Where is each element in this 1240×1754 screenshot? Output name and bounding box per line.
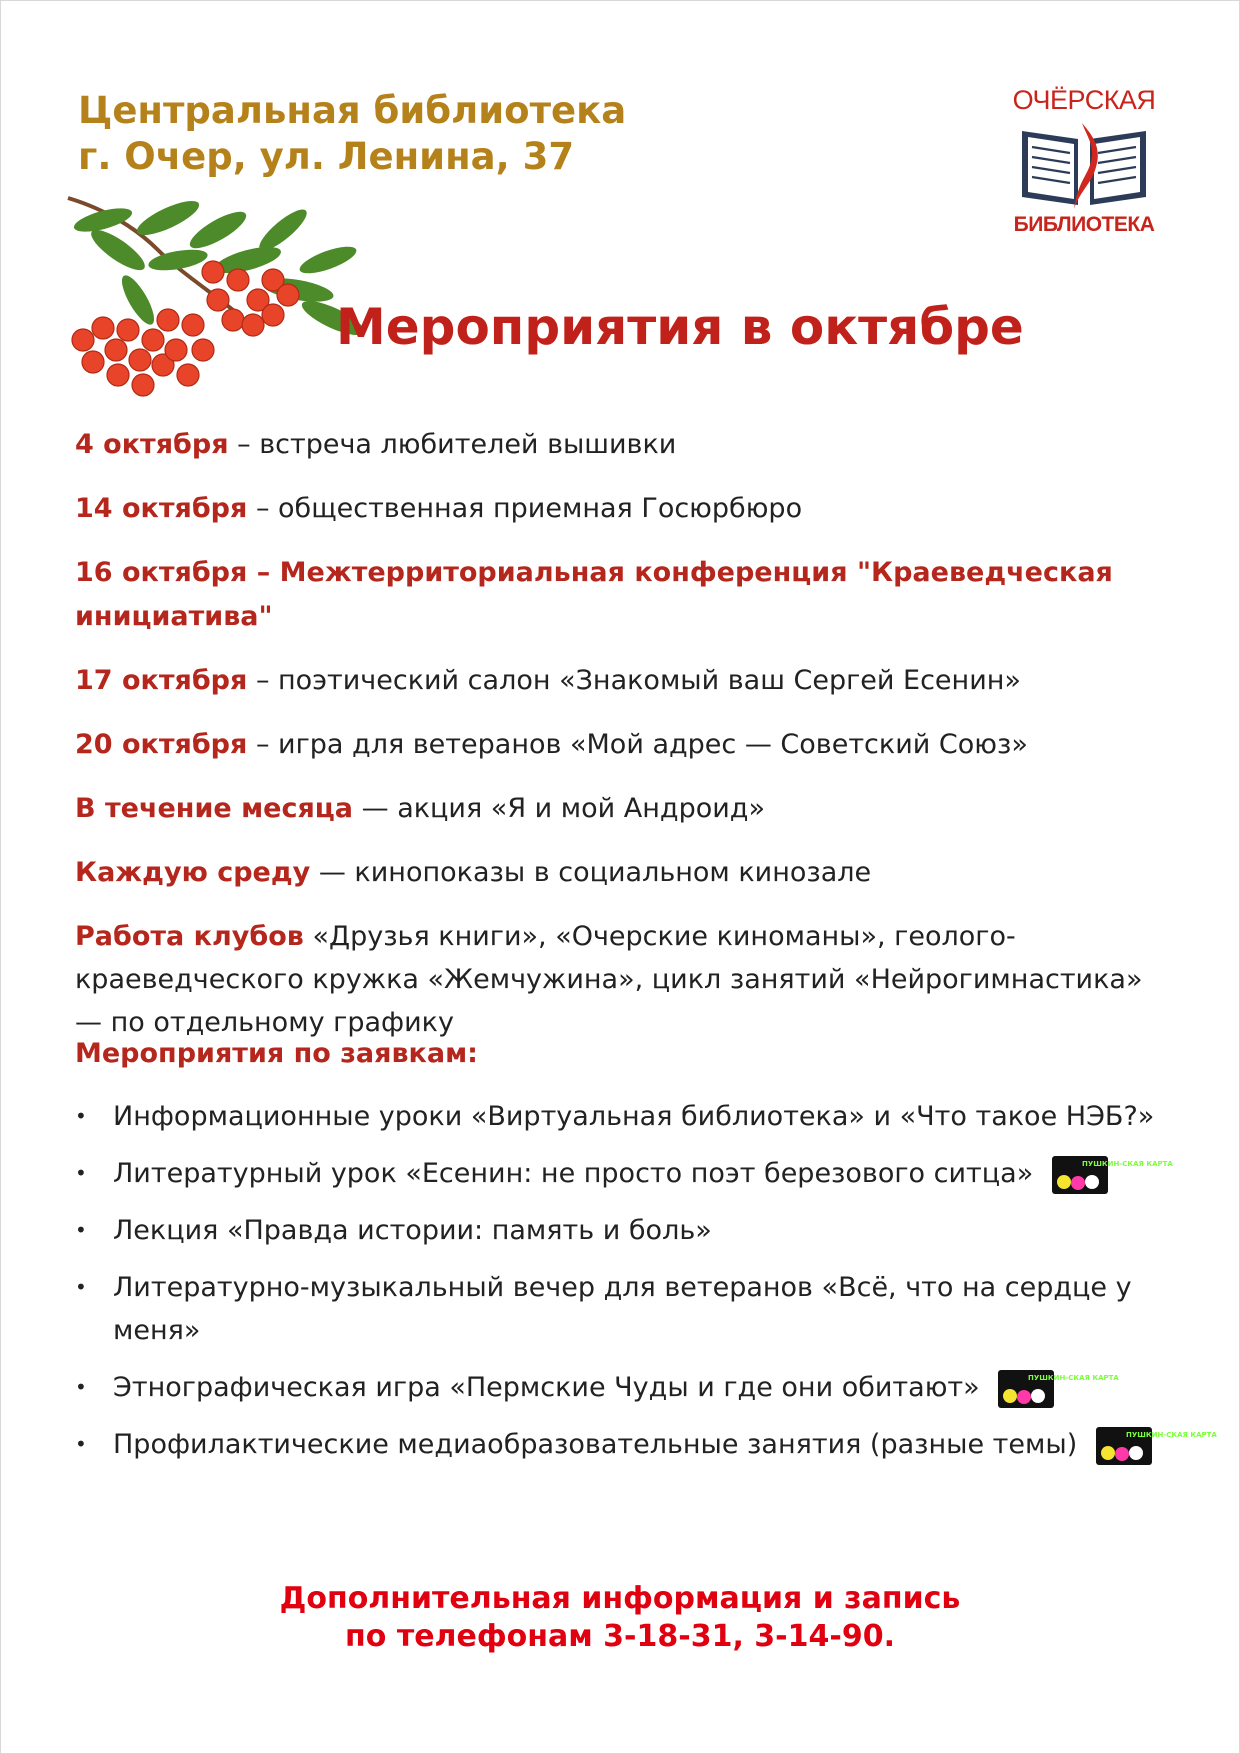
request-text: Литературный урок «Есенин: не просто поэт березового ситца»	[113, 1158, 1034, 1189]
pushkin-card-label: ПУШКИН-СКАЯ КАРТА	[1081, 1159, 1173, 1168]
bullet-icon: •	[75, 1218, 87, 1242]
request-text: Литературно-музыкальный вечер для ветеранов «Всё, что на сердце у меня»	[113, 1272, 1132, 1346]
event-date: 17 октября	[75, 665, 248, 696]
pushkin-card-icon	[998, 1370, 1120, 1408]
pushkin-card-label: ПУШКИН-СКАЯ КАРТА	[1028, 1373, 1120, 1382]
request-text: Лекция «Правда истории: память и боль»	[113, 1215, 712, 1246]
event-description: – поэтический салон «Знакомый ваш Сергей Есенин»	[247, 665, 1021, 696]
event-date: Каждую среду	[75, 857, 311, 888]
request-text: Профилактические медиаобразовательные занятия (разные темы)	[113, 1429, 1078, 1460]
event-date: 16 октября – Межтерриториальная конференция "Краеведческая инициатива"	[75, 557, 1113, 632]
bullet-icon: •	[75, 1375, 87, 1399]
page-title: Мероприятия в октябре	[336, 298, 1024, 356]
event-date: 20 октября	[75, 729, 248, 760]
requests-heading: Мероприятия по заявкам:	[75, 1038, 478, 1069]
event-date: 4 октября	[75, 429, 229, 460]
library-address	[78, 88, 626, 180]
request-text: Этнографическая игра «Пермские Чуды и где они обитают»	[113, 1372, 980, 1403]
address-line-1: Центральная библиотека	[78, 89, 627, 132]
open-book-icon	[1016, 119, 1152, 211]
requests-list	[75, 1095, 1217, 1480]
pushkin-card-icon	[1052, 1156, 1173, 1194]
event-item	[75, 851, 1145, 895]
request-item	[75, 1095, 1185, 1138]
bullet-icon: •	[75, 1161, 87, 1185]
event-description: – встреча любителей вышивки	[228, 429, 677, 460]
logo-top-text: ОЧЁРСКАЯ	[1012, 85, 1156, 115]
pushkin-card-icon	[1096, 1427, 1217, 1465]
address-line-2: г. Очер, ул. Ленина, 37	[78, 135, 575, 178]
footer-line-1: Дополнительная информация и запись	[279, 1581, 961, 1616]
events-list	[75, 423, 1145, 1064]
event-item	[75, 915, 1145, 1044]
event-description: — кинопоказы в социальном кинозале	[310, 857, 872, 888]
event-item	[75, 487, 1145, 531]
event-description: «Друзья книги», «Очерские киноманы», геолого-краеведческого кружка «Жемчужина», цикл занятий «Нейрогимнастика» — по отдельному графику	[75, 921, 1143, 1038]
bullet-icon: •	[75, 1104, 87, 1128]
logo-bottom-text: БИБЛИОТЕКА	[1013, 213, 1155, 236]
bullet-icon: •	[75, 1432, 87, 1456]
event-item	[75, 659, 1145, 703]
event-item	[75, 423, 1145, 467]
request-text: Информационные уроки «Виртуальная библиотека» и «Что такое НЭБ?»	[113, 1101, 1155, 1132]
request-item	[75, 1209, 1185, 1252]
event-date: В течение месяца	[75, 793, 354, 824]
event-description: — акция «Я и мой Андроид»	[353, 793, 765, 824]
request-item	[75, 1266, 1185, 1352]
pushkin-card-label: ПУШКИН-СКАЯ КАРТА	[1125, 1430, 1217, 1439]
footer-line-2: по телефонам 3-18-31, 3-14-90.	[345, 1619, 895, 1654]
bullet-icon: •	[75, 1275, 87, 1299]
event-item	[75, 787, 1145, 831]
contact-footer	[0, 1580, 1240, 1656]
event-description: – игра для ветеранов «Мой адрес — Советский Союз»	[247, 729, 1028, 760]
request-item	[75, 1423, 1217, 1466]
request-item	[75, 1152, 1185, 1195]
event-item	[75, 723, 1145, 767]
event-description: – общественная приемная Госюрбюро	[247, 493, 803, 524]
event-date: Работа клубов	[75, 921, 304, 952]
event-item	[75, 551, 1145, 639]
event-date: 14 октября	[75, 493, 248, 524]
library-logo	[998, 85, 1170, 245]
request-item	[75, 1366, 1185, 1409]
